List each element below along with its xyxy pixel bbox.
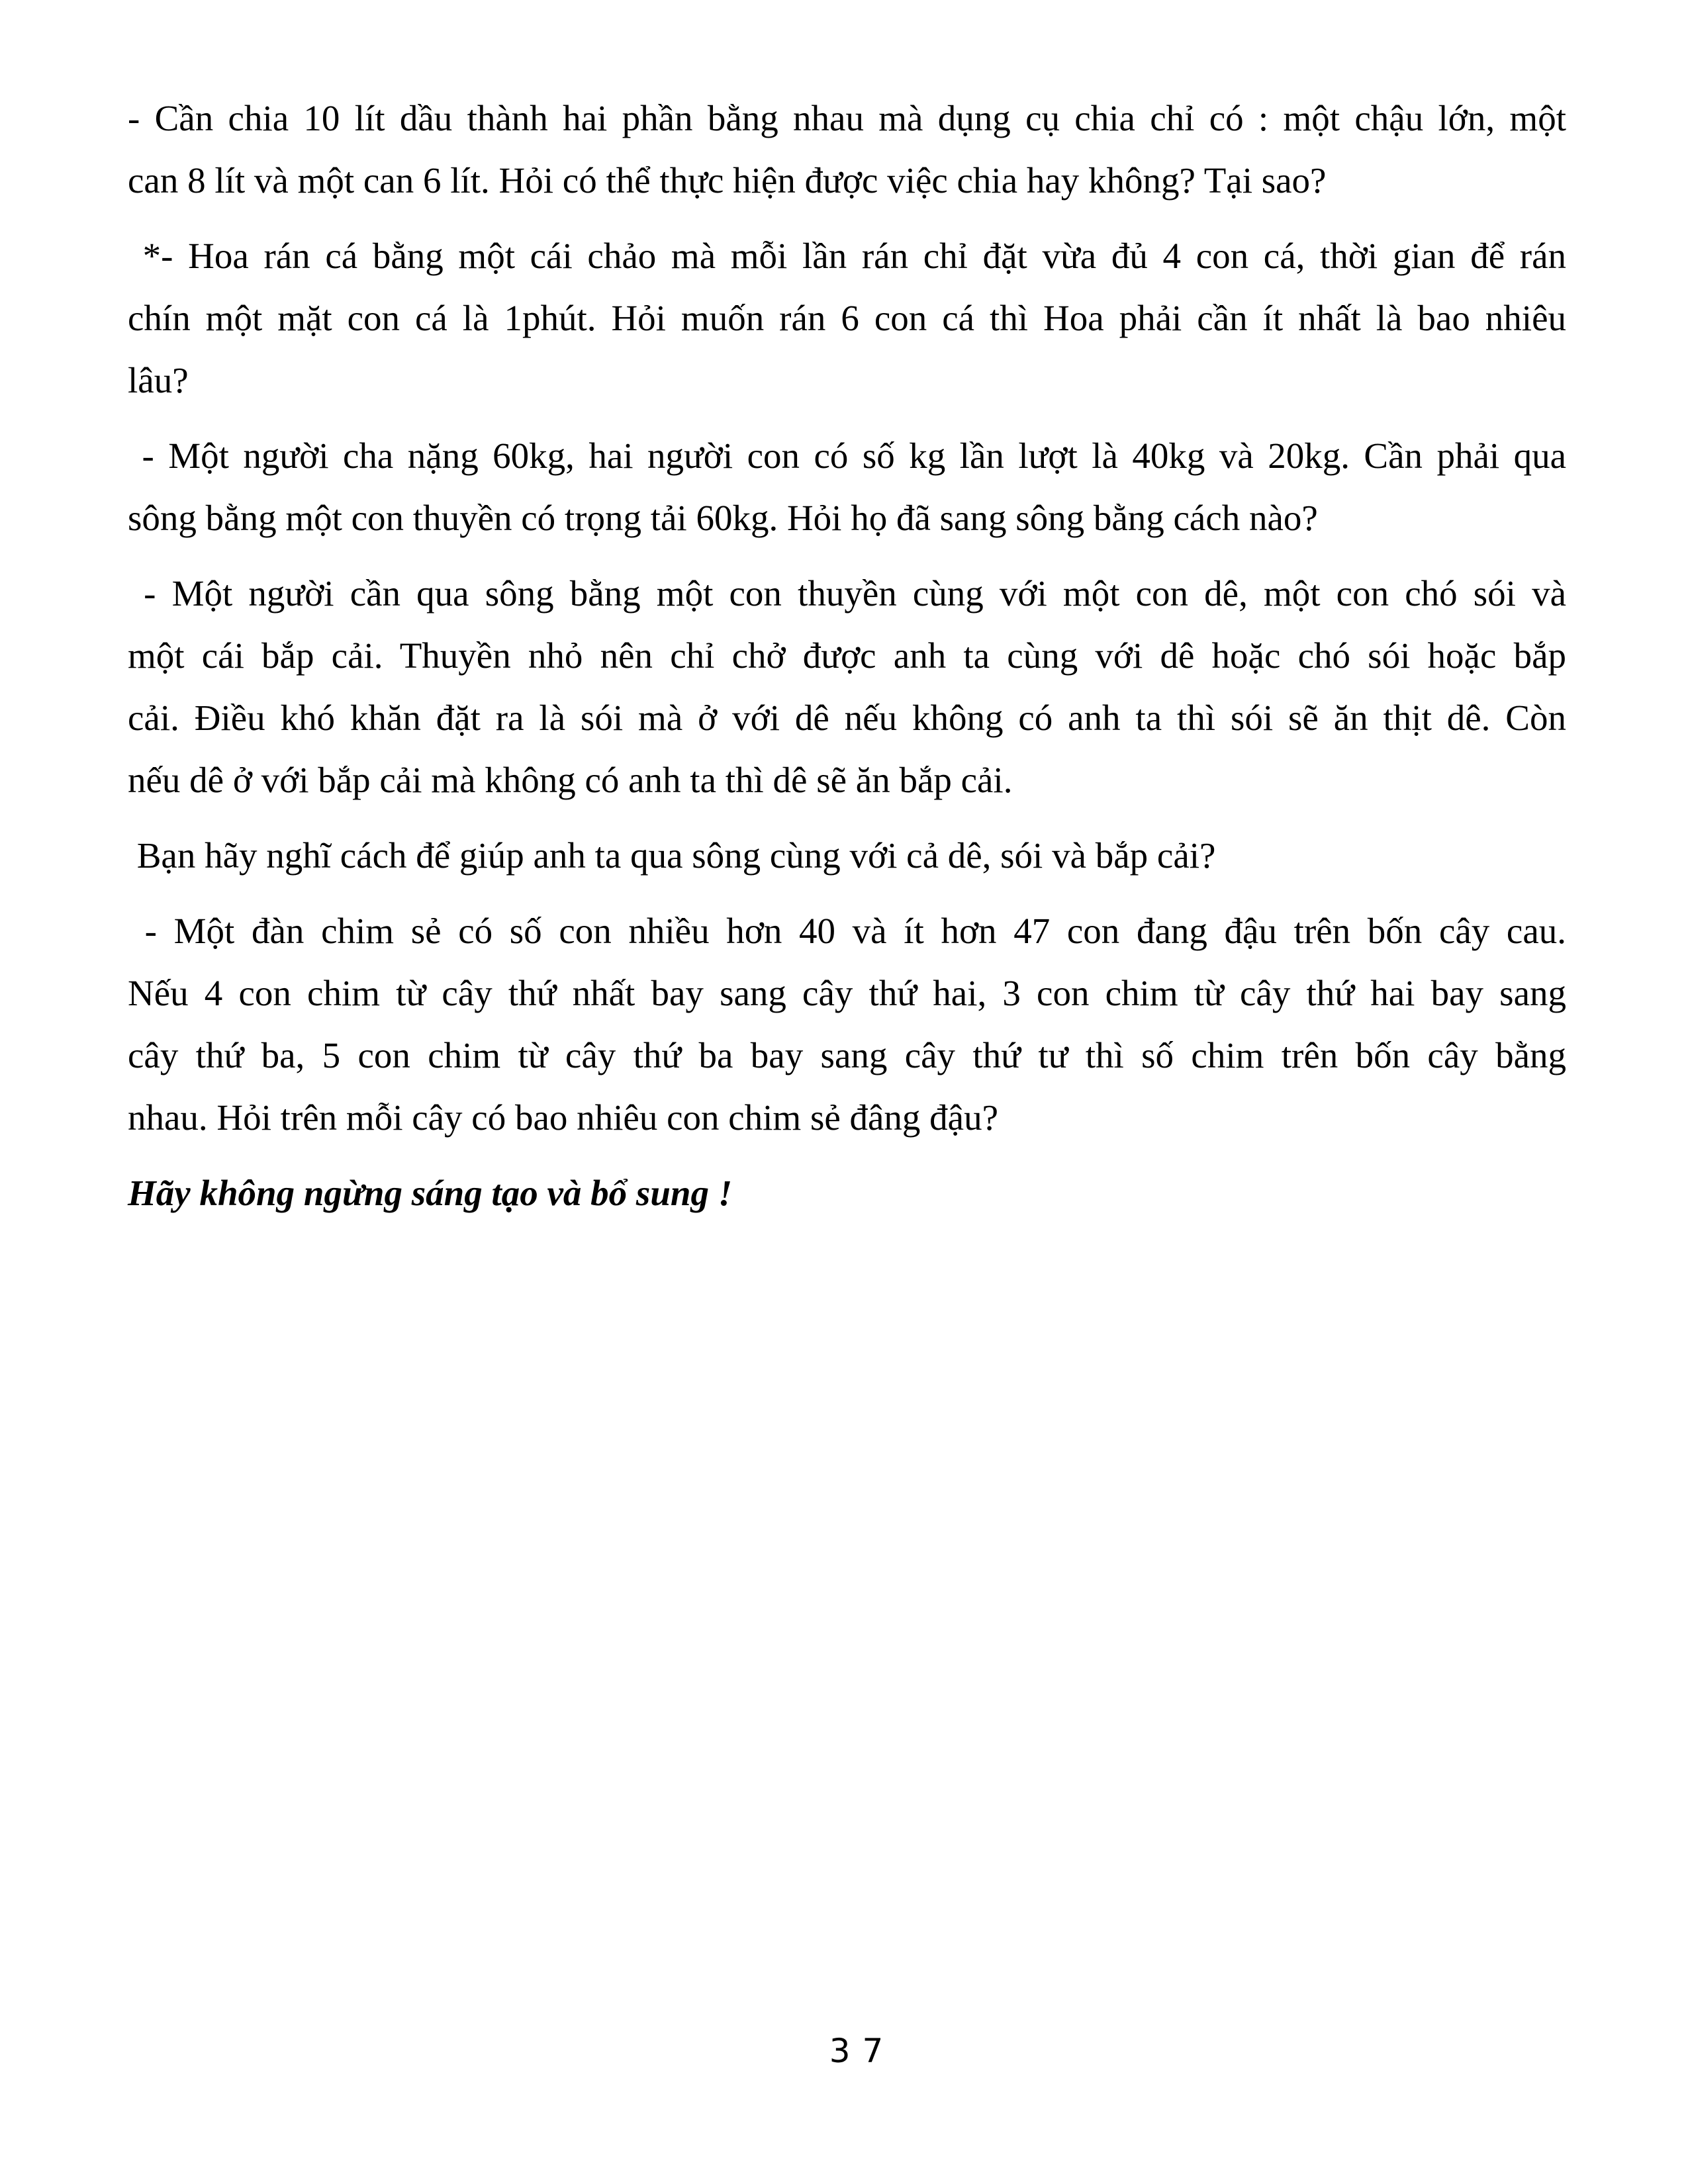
text-line: một cái bắp cải. Thuyền nhỏ nên chỉ chở được anh ta cùng với dê hoặc chó sói hoặc bắp [128, 635, 1566, 676]
text-line: Bạn hãy nghĩ cách để giúp anh ta qua sông cùng với cả dê, sói và bắp cải? [128, 835, 1216, 876]
paragraph-3 [128, 425, 1566, 549]
text-line: nhau. Hỏi trên mỗi cây có bao nhiêu con chim sẻ đâng đậu? [128, 1097, 999, 1138]
paragraph-5 [128, 825, 1566, 887]
text-line: Hãy không ngừng sáng tạo và bổ sung ! [128, 1173, 733, 1213]
text-line: - Một đàn chim sẻ có số con nhiều hơn 40 và ít hơn 47 con đang đậu trên bốn cây cau. [128, 911, 1567, 951]
page-content [128, 87, 1566, 1224]
text-line: - Một người cha nặng 60kg, hai người con có số kg lần lượt là 40kg và 20kg. Cần phải qua [128, 435, 1567, 476]
text-line: - Một người cần qua sông bằng một con thuyền cùng với một con dê, một con chó sói và [128, 573, 1566, 614]
text-line: sông bằng một con thuyền có trọng tải 60kg. Hỏi họ đã sang sông bằng cách nào? [128, 498, 1318, 538]
paragraph-4 [128, 563, 1566, 811]
text-line: cây thứ ba, 5 con chim từ cây thứ ba bay sang cây thứ tư thì số chim trên bốn cây bằng [128, 1035, 1566, 1075]
text-line: chín một mặt con cá là 1phút. Hỏi muốn rán 6 con cá thì Hoa phải cần ít nhất là bao nhiêu [128, 298, 1566, 338]
text-line: *- Hoa rán cá bằng một cái chảo mà mỗi lần rán chỉ đặt vừa đủ 4 con cá, thời gian để rán [128, 236, 1567, 276]
text-line: nếu dê ở với bắp cải mà không có anh ta thì dê sẽ ăn bắp cải. [128, 760, 1013, 800]
text-line: - Cần chia 10 lít dầu thành hai phần bằng nhau mà dụng cụ chia chỉ có : một chậu lớn, một [128, 98, 1566, 138]
text-line: lâu? [128, 360, 189, 400]
text-line: cải. Điều khó khăn đặt ra là sói mà ở với dê nếu không có anh ta thì sói sẽ ăn thịt dê. Còn [128, 698, 1566, 738]
paragraph-2 [128, 225, 1566, 412]
page-number: 37 [829, 2032, 896, 2070]
text-line: can 8 lít và một can 6 lít. Hỏi có thể thực hiện được việc chia hay không? Tại sao? [128, 160, 1327, 201]
paragraph-1 [128, 87, 1566, 212]
closing-note [128, 1162, 1566, 1224]
paragraph-6 [128, 900, 1566, 1149]
text-line: Nếu 4 con chim từ cây thứ nhất bay sang cây thứ hai, 3 con chim từ cây thứ hai bay sang [128, 973, 1566, 1013]
